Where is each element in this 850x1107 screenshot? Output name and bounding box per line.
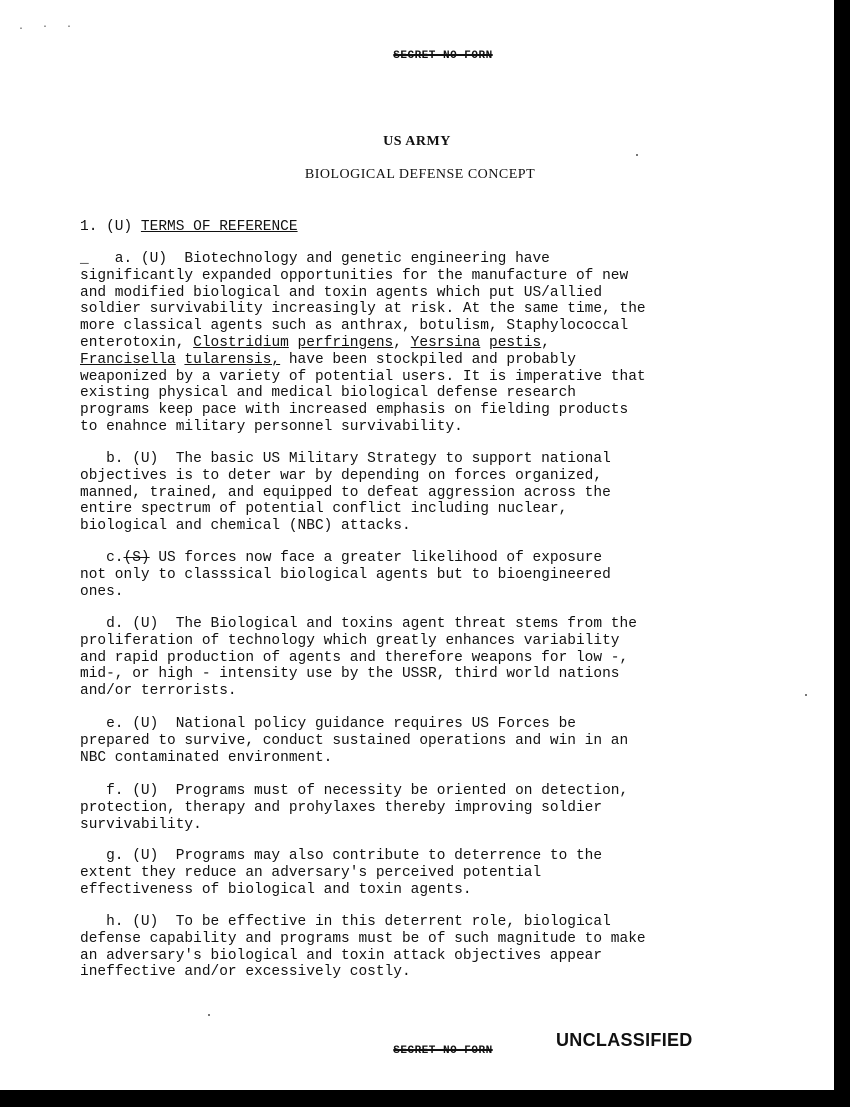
scan-dot xyxy=(208,1014,210,1016)
paragraph-line: have been stockpiled and probably xyxy=(280,351,576,368)
paragraph-line: biological and chemical (NBC) attacks. xyxy=(80,518,411,535)
separator: , xyxy=(541,334,550,351)
underlined-term: pestis xyxy=(489,334,542,351)
paragraph-line: more classical agents such as anthrax, botulism, Staphylococcal xyxy=(80,318,629,335)
paragraph-line: to enahnce military personnel survivability. xyxy=(80,418,463,435)
paragraph-line: e. (U) National policy guidance requires US Forces be xyxy=(80,716,576,732)
paragraph-line: b. (U) The basic US Military Strategy to support national xyxy=(80,451,611,467)
paragraph-line: g. (U) Programs may also contribute to deterrence to the xyxy=(80,848,603,864)
paragraph-line: proliferation of technology which greatly enhances variability xyxy=(80,632,620,649)
paragraph-line: and/or terrorists. xyxy=(80,683,237,700)
underlined-term: perfringens xyxy=(297,334,394,351)
paragraph-f xyxy=(80,783,750,833)
scan-specks: . · · xyxy=(18,22,79,33)
section-heading xyxy=(80,219,298,235)
footer-classification-marking: SECRET NO FORN xyxy=(393,1045,493,1057)
paragraph-line: not only to classsical biological agents but to bioengineered xyxy=(80,566,611,583)
paragraph-line: US forces now face a greater likelihood of exposure xyxy=(149,550,603,566)
section-number: 1. (U) xyxy=(80,219,133,235)
paragraph-h xyxy=(80,914,750,981)
scan-edge-bottom xyxy=(0,1090,850,1107)
paragraph-line: an adversary's biological and toxin attack objectives appear xyxy=(80,947,603,964)
paragraph-line: and modified biological and toxin agents which put US/allied xyxy=(80,284,603,301)
unclassified-stamp: UNCLASSIFIED xyxy=(556,1030,693,1050)
paragraph-d xyxy=(80,616,750,700)
paragraph-line: mid-, or high - intensity use by the USSR, third world nations xyxy=(80,666,620,683)
separator: , xyxy=(393,334,411,351)
paragraph-line: a. (U) Biotechnology and genetic engineering have xyxy=(88,251,550,267)
paragraph-line: ineffective and/or excessively costly. xyxy=(80,964,411,981)
underlined-term: tularensis, xyxy=(184,351,281,368)
document-title-org: US ARMY xyxy=(383,134,451,149)
paragraph-line: manned, trained, and equipped to defeat aggression across the xyxy=(80,484,611,501)
paragraph-label: c. xyxy=(80,550,124,566)
paragraph-line: soldier survivability increasingly at risk. At the same time, the xyxy=(80,301,646,318)
paragraph-c xyxy=(80,550,750,600)
section-title: TERMS OF REFERENCE xyxy=(140,219,298,235)
header-classification-marking: SECRET NO FORN xyxy=(393,50,493,62)
paragraph-g xyxy=(80,848,750,898)
paragraph-line: ones. xyxy=(80,583,124,600)
underlined-term: Francisella xyxy=(80,351,176,368)
struck-classification-mark: (S) xyxy=(123,550,150,566)
paragraph-line: objectives is to deter war by depending on forces organized, xyxy=(80,467,603,484)
paragraph-line: and rapid production of agents and therefore weapons for low -, xyxy=(80,649,629,666)
underlined-term: Yesrsina xyxy=(410,334,481,351)
underlined-term: Clostridium xyxy=(193,334,289,351)
scan-dot xyxy=(636,154,638,156)
paragraph-line: f. (U) Programs must of necessity be oriented on detection, xyxy=(80,783,629,799)
document-title: BIOLOGICAL DEFENSE CONCEPT xyxy=(304,167,536,182)
paragraph-line: survivability. xyxy=(80,816,202,833)
paragraph-line: d. (U) The Biological and toxins agent threat stems from the xyxy=(80,616,637,632)
paragraph-line: effectiveness of biological and toxin agents. xyxy=(80,881,472,898)
paragraph-line: defense capability and programs must be of such magnitude to make xyxy=(80,930,646,947)
paragraph-line: significantly expanded opportunities for the manufacture of new xyxy=(80,267,629,284)
paragraph-line: h. (U) To be effective in this deterrent role, biological xyxy=(80,914,611,930)
paragraph-line: protection, therapy and prohylaxes thereby improving soldier xyxy=(80,799,603,816)
paragraph-line: prepared to survive, conduct sustained operations and win in an xyxy=(80,732,629,749)
paragraph-line: extent they reduce an adversary's perceived potential xyxy=(80,864,542,881)
paragraph-line: NBC contaminated environment. xyxy=(80,749,333,766)
paragraph-a xyxy=(80,251,750,436)
paragraph-line: entire spectrum of potential conflict including nuclear, xyxy=(80,501,568,518)
scan-dot xyxy=(805,694,807,696)
paragraph-b xyxy=(80,451,750,535)
paragraph-e xyxy=(80,716,750,766)
paragraph-line: enterotoxin, xyxy=(80,334,194,351)
scan-mark: _ xyxy=(80,251,89,267)
paragraph-line: weaponized by a variety of potential users. It is imperative that xyxy=(80,368,646,385)
paragraph-line: programs keep pace with increased emphasis on fielding products xyxy=(80,402,629,419)
paragraph-line: existing physical and medical biological defense research xyxy=(80,385,576,402)
